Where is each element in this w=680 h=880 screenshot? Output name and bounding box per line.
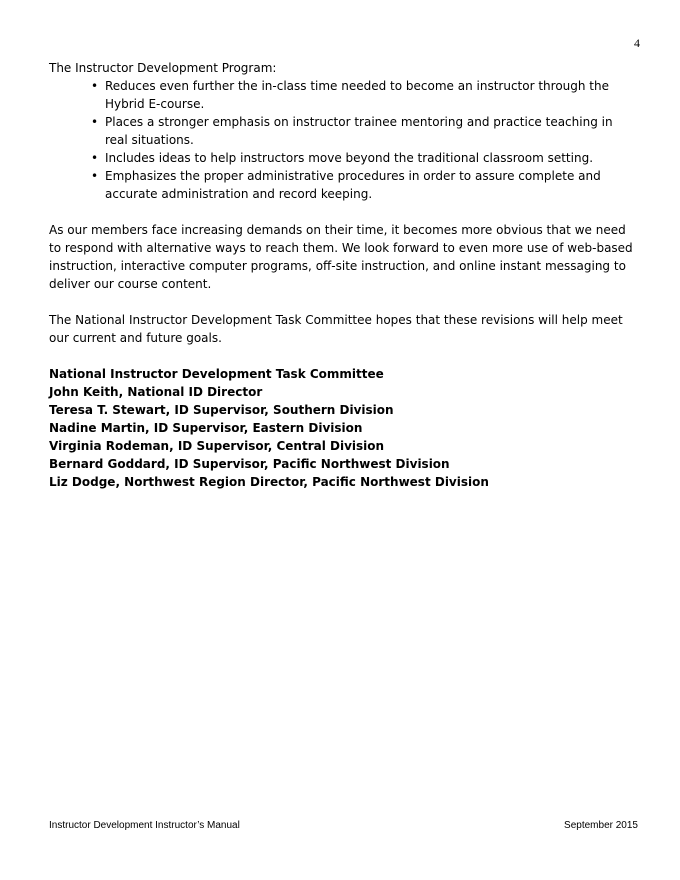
bullet-item: • Reduces even further the in-class time needed to become an instructor through the Hybrid E-course. <box>105 77 639 113</box>
signatory: Nadine Martin, ID Supervisor, Eastern Division <box>49 421 363 435</box>
signatory: Liz Dodge, Northwest Region Director, Pacific Northwest Division <box>49 475 489 489</box>
bullet-item: • Emphasizes the proper administrative procedures in order to assure complete and accurate administration and record keeping. <box>105 167 639 203</box>
page-number: 4 <box>634 36 640 50</box>
footer-date: September 2015 <box>564 820 638 831</box>
footer-manual-title: Instructor Development Instructor’s Manual <box>49 820 240 831</box>
signatory: Virginia Rodeman, ID Supervisor, Central Division <box>49 439 385 453</box>
committee-paragraph: The National Instructor Development Task Committee hopes that these revisions will help meet our current and future goals. <box>49 313 623 345</box>
program-intro: The Instructor Development Program: <box>49 61 277 75</box>
signature-block <box>49 365 639 491</box>
bullet-item: • Places a stronger emphasis on instructor trainee mentoring and practice teaching in real situations. <box>105 113 639 149</box>
signatory: Bernard Goddard, ID Supervisor, Pacific Northwest Division <box>49 457 450 471</box>
program-bullet-list <box>49 77 639 203</box>
signatory: John Keith, National ID Director <box>49 385 263 399</box>
committee-name: National Instructor Development Task Committee <box>49 367 384 381</box>
bullet-item: • Includes ideas to help instructors move beyond the traditional classroom setting. <box>105 149 639 167</box>
page-footer <box>49 820 638 831</box>
signatory: Teresa T. Stewart, ID Supervisor, Southern Division <box>49 403 394 417</box>
members-paragraph: As our members face increasing demands on their time, it becomes more obvious that we need to respond with alternative ways to reach them. We look forward to even more use of web-based instruction, interactive computer programs, off-site instruction, and online instant messaging to deliver our course content. <box>49 223 633 291</box>
document-body <box>49 59 639 491</box>
